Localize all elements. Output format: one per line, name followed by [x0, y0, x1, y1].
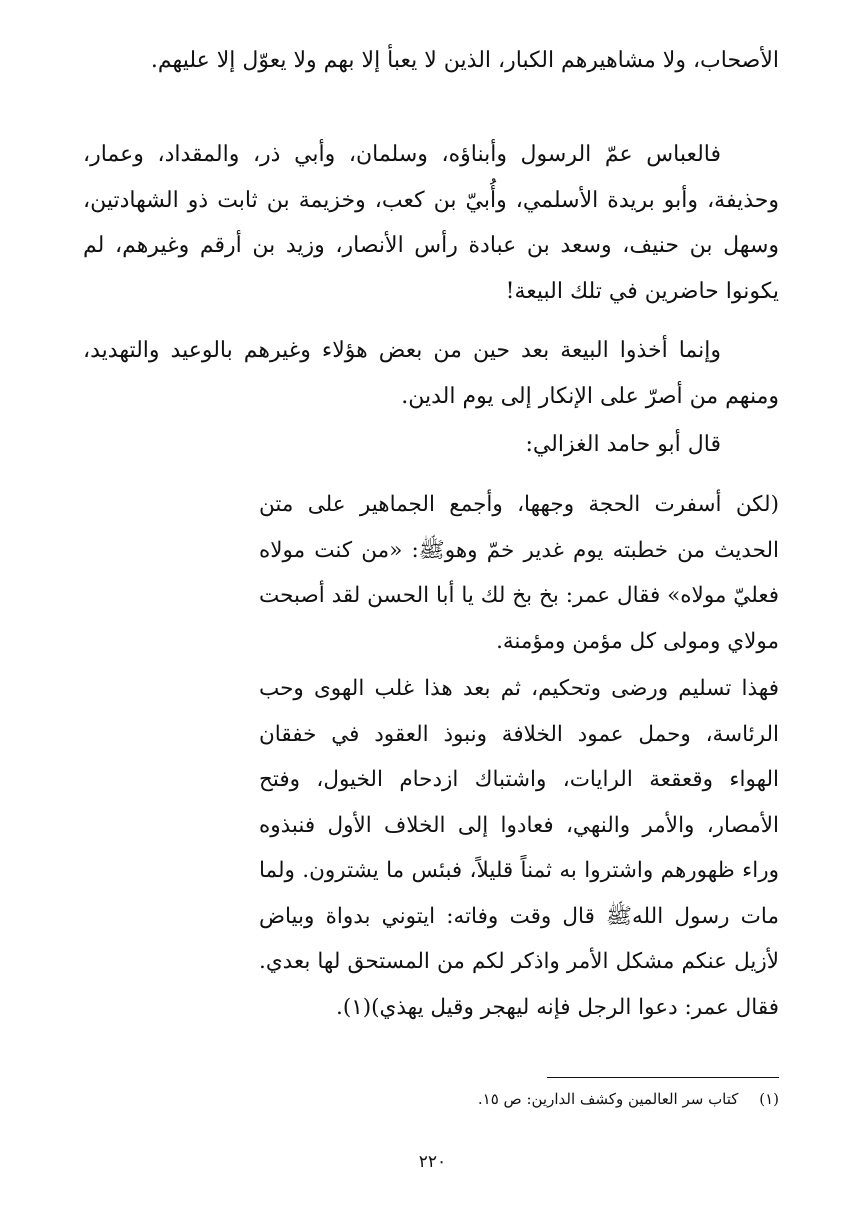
paragraph-companions: الأصحاب، ولا مشاهيرهم الكبار، الذين لا يعبأ إلا بهم ولا يعوّل إلا عليهم. [150, 48, 779, 73]
footnote-marker: (١) [759, 1090, 779, 1108]
footnote [179, 1088, 779, 1110]
footnote-divider [547, 1077, 779, 1078]
quote-paragraph-caliphate: فهذا تسليم ورضى وتحكيم، ثم بعد هذا غلب الهوى وحب الرئاسة، وحمل عمود الخلافة ونبوذ العقود في خفقان الهواء وقعقعة الرايات، واشتباك ازدحام الخيول، وفتح الأمصار، والأمر والنهي، فعادوا إلى الخلاف الأول فنبذوه وراء ظهورهم واشتروا به ثمناً قليلاً، فبئس ما يشترون. ولما مات رسول اللهﷺ قال وقت وفاته: ايتوني بدواة وبياض لأزيل عنكم مشكل الأمر واذكر لكم من المستحق لها بعدي. فقال عمر: دعوا الرجل فإنه ليهجر وقيل يهذي)(١). [259, 676, 779, 1020]
footnote-text: كتاب سر العالمين وكشف الدارين: ص ١٥. [477, 1090, 739, 1108]
paragraph-ghazali-intro: قال أبو حامد الغزالي: [525, 432, 721, 457]
quote-paragraph-ghadir: (لكن أسفرت الحجة وجهها، وأجمع الجماهير على متن الحديث من خطبته يوم غدير خمّ وهوﷺ: «من كنت مولاه فعليّ مولاه» فقال عمر: بخ بخ لك يا أبا الحسن لقد أصبحت مولاي ومولى كل مؤمن ومؤمنة. [259, 492, 779, 654]
paragraph-absent-companions: فالعباس عمّ الرسول وأبناؤه، وسلمان، وأبي ذر، والمقداد، وعمار، وحذيفة، وأبو بريدة الأسلمي، وأُبيّ بن كعب، وخزيمة بن ثابت ذو الشهادتين، وسهل بن حنيف، وسعد بن عبادة رأس الأنصار، وزيد بن أرقم وغيرهم، لم يكونوا حاضرين في تلك البيعة! [83, 142, 779, 304]
page-number: ٢٢٠ [418, 1152, 447, 1172]
paragraph-pledge-taken: وإنما أخذوا البيعة بعد حين من بعض هؤلاء وغيرهم بالوعيد والتهديد، ومنهم من أصرّ على الإنكار إلى يوم الدين. [83, 338, 779, 409]
